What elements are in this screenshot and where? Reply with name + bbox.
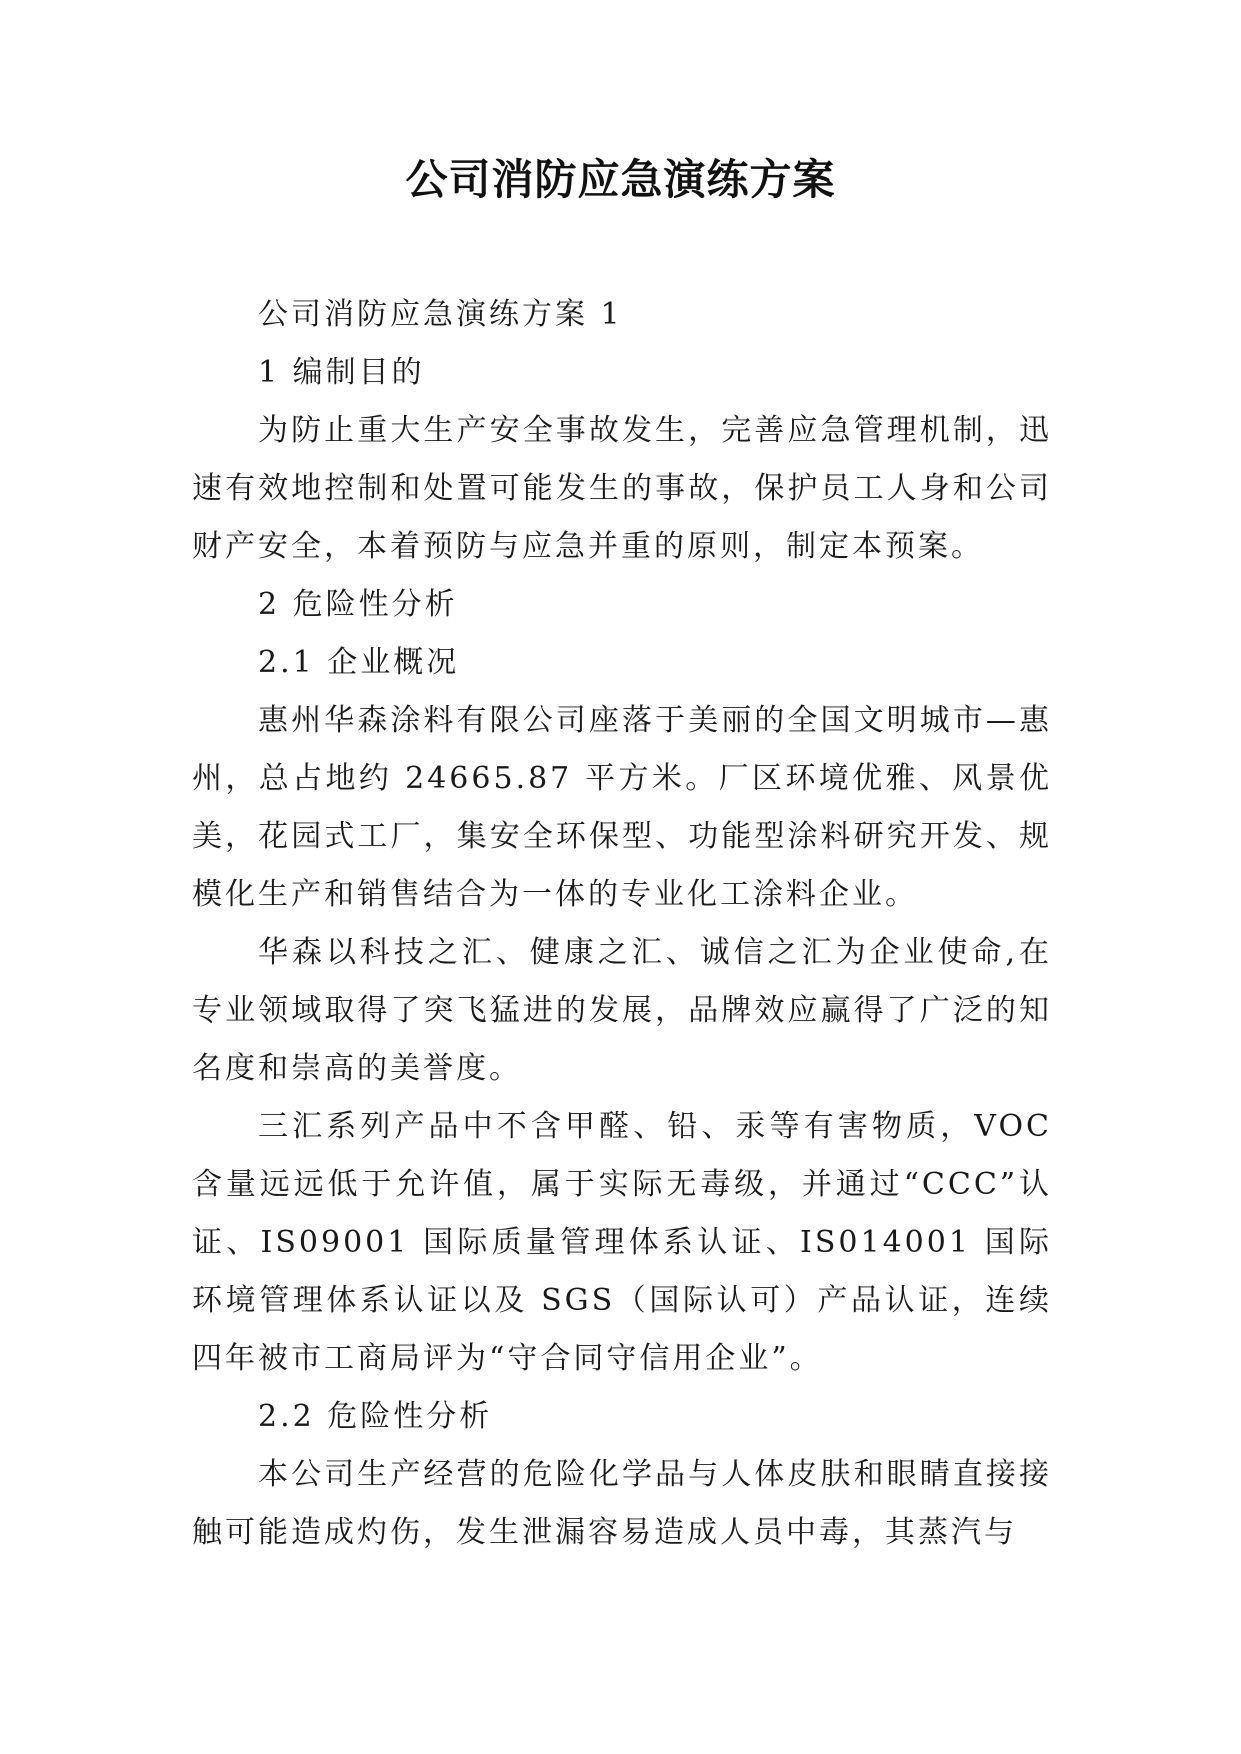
section-heading-2-2: 2.2 危险性分析 — [258, 1399, 493, 1434]
section-heading-2-1: 2.1 企业概况 — [258, 645, 460, 680]
document-title: 公司消防应急演练方案 — [405, 155, 836, 204]
paragraph-company-mission: 华森以科技之汇、健康之汇、诚信之汇为企业使命,在专业领域取得了突飞猛进的发展，品牌效应赢得了广泛的知名度和崇高的美誉度。 — [192, 935, 1052, 1086]
document-body — [192, 286, 1052, 1562]
paragraph-company-overview: 惠州华森涂料有限公司座落于美丽的全国文明城市—惠州，总占地约 24665.87 平方米。厂区环境优雅、风景优美，花园式工厂，集安全环保型、功能型涂料研究开发、规模化生产和销售结合为一体的专业化工涂料企业。 — [192, 703, 1052, 912]
paragraph-hazard-analysis: 本公司生产经营的危险化学品与人体皮肤和眼睛直接接触可能造成灼伤，发生泄漏容易造成人员中毒，其蒸汽与 — [192, 1457, 1052, 1550]
subtitle: 公司消防应急演练方案 1 — [258, 297, 623, 332]
section-heading-1: 1 编制目的 — [258, 355, 425, 390]
paragraph-purpose: 为防止重大生产安全事故发生，完善应急管理机制，迅速有效地控制和处置可能发生的事故，保护员工人身和公司财产安全，本着预防与应急并重的原则，制定本预案。 — [192, 413, 1052, 564]
section-heading-2: 2 危险性分析 — [258, 587, 458, 622]
paragraph-certifications: 三汇系列产品中不含甲醛、铅、汞等有害物质，VOC 含量远远低于允许值，属于实际无毒级，并通过“CCC”认证、IS09001 国际质量管理体系认证、IS014001 国际环境管理体系认证以及 SGS（国际认可）产品认证，连续四年被市工商局评为“守合同守信用企业”。 — [192, 1109, 1052, 1376]
